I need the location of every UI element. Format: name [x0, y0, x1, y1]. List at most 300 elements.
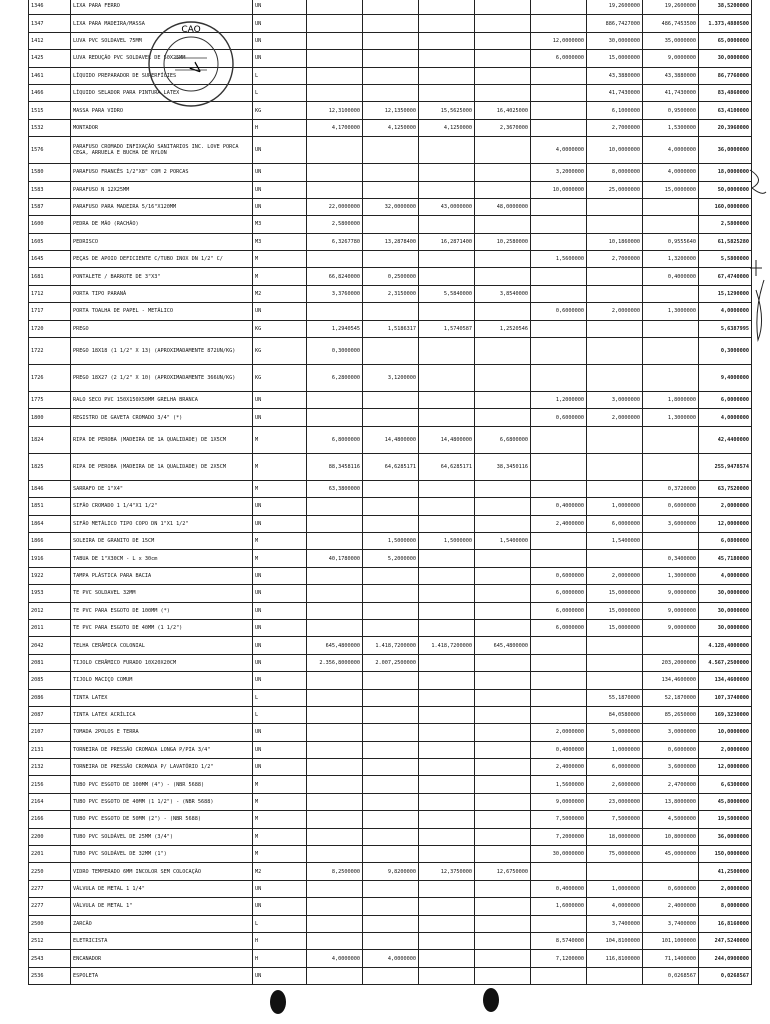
qty-col-5: 0,6000000 — [531, 567, 587, 584]
qty-col-2: 64,6285171 — [363, 453, 419, 480]
qty-col-4 — [475, 828, 531, 845]
item-unit: M2 — [253, 863, 307, 880]
qty-col-3 — [419, 689, 475, 706]
item-code: 1851 — [29, 498, 71, 515]
item-code: 1916 — [29, 550, 71, 567]
qty-col-2 — [363, 846, 419, 863]
item-unit: M — [253, 828, 307, 845]
qty-col-3 — [419, 898, 475, 915]
qty-col-3 — [419, 498, 475, 515]
item-description: ZARCÃO — [71, 915, 253, 932]
qty-col-4: 16,4025000 — [475, 102, 531, 119]
item-unit: UN — [253, 32, 307, 49]
item-total: 255,9478574 — [699, 453, 752, 480]
qty-col-3 — [419, 602, 475, 619]
qty-col-7 — [643, 198, 699, 215]
qty-col-6: 2,7000000 — [587, 119, 643, 136]
item-total: 50,0000000 — [699, 181, 752, 198]
qty-col-1: 6,2800000 — [307, 365, 363, 392]
qty-col-2 — [363, 585, 419, 602]
item-unit: UN — [253, 515, 307, 532]
qty-col-4 — [475, 759, 531, 776]
qty-col-6: 15,0000000 — [587, 50, 643, 67]
qty-col-5: 6,0000000 — [531, 619, 587, 636]
table-row — [29, 84, 752, 101]
item-code: 1600 — [29, 216, 71, 233]
item-total: 244,0900000 — [699, 950, 752, 967]
materials-table — [28, 0, 752, 985]
qty-col-4 — [475, 550, 531, 567]
qty-col-6: 8,0000000 — [587, 164, 643, 181]
qty-col-6 — [587, 654, 643, 671]
qty-col-1 — [307, 303, 363, 320]
qty-col-5: 6,0000000 — [531, 50, 587, 67]
qty-col-6 — [587, 268, 643, 285]
qty-col-3 — [419, 759, 475, 776]
table-row — [29, 619, 752, 636]
qty-col-3 — [419, 32, 475, 49]
item-code: 2042 — [29, 637, 71, 654]
table-row — [29, 759, 752, 776]
qty-col-4 — [475, 950, 531, 967]
item-code: 2087 — [29, 706, 71, 723]
item-unit: UN — [253, 392, 307, 409]
item-total: 36,0000000 — [699, 137, 752, 164]
table-row — [29, 285, 752, 302]
qty-col-5: 2,0000000 — [531, 724, 587, 741]
item-total: 63,7520000 — [699, 480, 752, 497]
table-row — [29, 102, 752, 119]
qty-col-1 — [307, 532, 363, 549]
qty-col-4: 6,6800000 — [475, 426, 531, 453]
qty-col-7 — [643, 863, 699, 880]
qty-col-7: 3,0000000 — [643, 724, 699, 741]
qty-col-2 — [363, 15, 419, 32]
table-row — [29, 811, 752, 828]
table-row — [29, 741, 752, 758]
qty-col-4 — [475, 585, 531, 602]
qty-col-1 — [307, 689, 363, 706]
qty-col-1 — [307, 137, 363, 164]
table-row — [29, 480, 752, 497]
table-row — [29, 932, 752, 949]
item-code: 1515 — [29, 102, 71, 119]
item-total: 150,0000000 — [699, 846, 752, 863]
ink-blot — [270, 990, 286, 1014]
qty-col-3 — [419, 84, 475, 101]
qty-col-5 — [531, 689, 587, 706]
qty-col-1 — [307, 498, 363, 515]
table-row — [29, 453, 752, 480]
item-code: 2512 — [29, 932, 71, 949]
qty-col-7: 0,6000000 — [643, 498, 699, 515]
table-row — [29, 654, 752, 671]
qty-col-7 — [643, 426, 699, 453]
qty-col-1 — [307, 672, 363, 689]
qty-col-2 — [363, 84, 419, 101]
item-code: 1866 — [29, 532, 71, 549]
qty-col-5 — [531, 426, 587, 453]
qty-col-6: 15,0000000 — [587, 585, 643, 602]
item-total: 5,6387995 — [699, 320, 752, 337]
item-total: 6,6300000 — [699, 776, 752, 793]
qty-col-6: 4,0000000 — [587, 898, 643, 915]
item-code: 1922 — [29, 567, 71, 584]
qty-col-4 — [475, 338, 531, 365]
qty-col-4 — [475, 480, 531, 497]
qty-col-3 — [419, 585, 475, 602]
qty-col-5 — [531, 285, 587, 302]
qty-col-6: 3,0000000 — [587, 392, 643, 409]
qty-col-1 — [307, 567, 363, 584]
qty-col-7 — [643, 365, 699, 392]
item-description: LÍQUIDO SELADOR PARA PINTURA LATEX — [71, 84, 253, 101]
qty-col-5: 1,2000000 — [531, 392, 587, 409]
qty-col-7: 0,6000000 — [643, 741, 699, 758]
item-unit: M3 — [253, 233, 307, 250]
item-unit: UN — [253, 137, 307, 164]
item-code: 1722 — [29, 338, 71, 365]
qty-col-6: 23,0000000 — [587, 793, 643, 810]
qty-col-7: 3,7400000 — [643, 915, 699, 932]
qty-col-7: 15,0000000 — [643, 181, 699, 198]
qty-col-2 — [363, 181, 419, 198]
qty-col-1: 22,0000000 — [307, 198, 363, 215]
qty-col-2 — [363, 303, 419, 320]
qty-col-5 — [531, 102, 587, 119]
qty-col-2 — [363, 706, 419, 723]
qty-col-2 — [363, 759, 419, 776]
qty-col-7: 101,1000000 — [643, 932, 699, 949]
item-description: LIXA PARA FERRO — [71, 0, 253, 15]
qty-col-5: 0,4000000 — [531, 741, 587, 758]
qty-col-3 — [419, 619, 475, 636]
qty-col-6: 2,0000000 — [587, 303, 643, 320]
item-description: RIPA DE PEROBA (MADEIRA DE 1A QUALIDADE) DE 2X5CM — [71, 453, 253, 480]
qty-col-1 — [307, 67, 363, 84]
qty-col-6 — [587, 198, 643, 215]
qty-col-4: 3,8540000 — [475, 285, 531, 302]
item-total: 160,0000000 — [699, 198, 752, 215]
qty-col-3 — [419, 967, 475, 984]
qty-col-5 — [531, 915, 587, 932]
table-row — [29, 198, 752, 215]
qty-col-7: 19,2600000 — [643, 0, 699, 15]
qty-col-4 — [475, 654, 531, 671]
qty-col-2 — [363, 672, 419, 689]
qty-col-6: 6,0000000 — [587, 515, 643, 532]
qty-col-2 — [363, 967, 419, 984]
item-code: 2131 — [29, 741, 71, 758]
qty-col-4: 12,6750000 — [475, 863, 531, 880]
qty-col-2: 12,1350000 — [363, 102, 419, 119]
item-code: 2081 — [29, 654, 71, 671]
qty-col-2: 14,4800000 — [363, 426, 419, 453]
qty-col-1 — [307, 0, 363, 15]
qty-col-2: 2,3150000 — [363, 285, 419, 302]
item-description: SIFÃO METÁLICO TIPO COPO DN 1"X1 1/2" — [71, 515, 253, 532]
qty-col-5: 2,4000000 — [531, 759, 587, 776]
table-row — [29, 216, 752, 233]
qty-col-1 — [307, 898, 363, 915]
qty-col-1 — [307, 602, 363, 619]
table-row — [29, 793, 752, 810]
qty-col-6 — [587, 480, 643, 497]
qty-col-6 — [587, 453, 643, 480]
qty-col-7: 2,4700000 — [643, 776, 699, 793]
qty-col-5 — [531, 198, 587, 215]
item-unit: M — [253, 846, 307, 863]
qty-col-1 — [307, 50, 363, 67]
qty-col-1 — [307, 741, 363, 758]
qty-col-1: 6,3267780 — [307, 233, 363, 250]
qty-col-4 — [475, 672, 531, 689]
item-unit: KG — [253, 338, 307, 365]
qty-col-4 — [475, 915, 531, 932]
item-code: 2536 — [29, 967, 71, 984]
item-description: SARRAFO DE 1"X4" — [71, 480, 253, 497]
qty-col-5: 1,5600000 — [531, 251, 587, 268]
qty-col-3: 16,2871400 — [419, 233, 475, 250]
item-total: 18,0000000 — [699, 164, 752, 181]
qty-col-7: 1,3200000 — [643, 251, 699, 268]
table-row — [29, 338, 752, 365]
qty-col-1: 12,3100000 — [307, 102, 363, 119]
table-row — [29, 365, 752, 392]
item-total: 4,0000000 — [699, 303, 752, 320]
item-unit: UN — [253, 619, 307, 636]
qty-col-7: 4,0000000 — [643, 137, 699, 164]
qty-col-5: 0,6000000 — [531, 303, 587, 320]
qty-col-4 — [475, 251, 531, 268]
item-description: PREGO — [71, 320, 253, 337]
qty-col-5: 12,0000000 — [531, 32, 587, 49]
qty-col-6: 3,7400000 — [587, 915, 643, 932]
item-description: TINTA LATEX ACRÍLICA — [71, 706, 253, 723]
qty-col-3 — [419, 480, 475, 497]
qty-col-6: 2,0000000 — [587, 409, 643, 426]
qty-col-5: 0,4000000 — [531, 880, 587, 897]
table-row — [29, 409, 752, 426]
table-row — [29, 776, 752, 793]
qty-col-4: 645,4800000 — [475, 637, 531, 654]
item-description: TE PVC PARA ESGOTO DE 40MM (1 1/2") — [71, 619, 253, 636]
qty-col-4 — [475, 880, 531, 897]
table-row — [29, 602, 752, 619]
qty-col-3 — [419, 0, 475, 15]
qty-col-2 — [363, 0, 419, 15]
qty-col-6: 25,0000000 — [587, 181, 643, 198]
item-description: LUVA PVC SOLDAVEL 75MM — [71, 32, 253, 49]
qty-col-7: 1,5300000 — [643, 119, 699, 136]
qty-col-2 — [363, 50, 419, 67]
qty-col-4 — [475, 0, 531, 15]
qty-col-2: 1,5186317 — [363, 320, 419, 337]
qty-col-6: 116,8100000 — [587, 950, 643, 967]
qty-col-3 — [419, 181, 475, 198]
qty-col-1: 6,8000000 — [307, 426, 363, 453]
qty-col-1 — [307, 759, 363, 776]
item-description: PREGO 18X27 (2 1/2" X 10) (APROXIMADAMENTE 366UN/KG) — [71, 365, 253, 392]
qty-col-1 — [307, 181, 363, 198]
qty-col-7: 10,8000000 — [643, 828, 699, 845]
qty-col-4: 48,0000000 — [475, 198, 531, 215]
item-total: 2,5800000 — [699, 216, 752, 233]
qty-col-4 — [475, 365, 531, 392]
qty-col-3 — [419, 915, 475, 932]
qty-col-1 — [307, 251, 363, 268]
item-code: 1645 — [29, 251, 71, 268]
table-row — [29, 637, 752, 654]
qty-col-6: 2,0000000 — [587, 567, 643, 584]
item-total: 42,4400000 — [699, 426, 752, 453]
item-unit: M3 — [253, 216, 307, 233]
qty-col-3: 1,5000000 — [419, 532, 475, 549]
item-unit: UN — [253, 0, 307, 15]
qty-col-5 — [531, 637, 587, 654]
qty-col-4 — [475, 741, 531, 758]
item-code: 1576 — [29, 137, 71, 164]
item-unit: UN — [253, 198, 307, 215]
qty-col-6: 886,7427000 — [587, 15, 643, 32]
qty-col-1 — [307, 32, 363, 49]
qty-col-3 — [419, 409, 475, 426]
qty-col-3 — [419, 268, 475, 285]
item-total: 86,7760000 — [699, 67, 752, 84]
qty-col-5: 30,0000000 — [531, 846, 587, 863]
item-total: 9,4000000 — [699, 365, 752, 392]
item-total: 4.128,4000000 — [699, 637, 752, 654]
qty-col-2 — [363, 828, 419, 845]
qty-col-7: 13,8000000 — [643, 793, 699, 810]
item-code: 1864 — [29, 515, 71, 532]
qty-col-7: 134,4600000 — [643, 672, 699, 689]
qty-col-5 — [531, 119, 587, 136]
qty-col-4 — [475, 567, 531, 584]
qty-col-7: 52,1870000 — [643, 689, 699, 706]
table-row — [29, 550, 752, 567]
item-unit: M — [253, 268, 307, 285]
item-code: 1412 — [29, 32, 71, 49]
item-description: TORNEIRA DE PRESSÃO CROMADA LONGA P/PIA 3/4" — [71, 741, 253, 758]
item-unit: UN — [253, 15, 307, 32]
item-code: 1720 — [29, 320, 71, 337]
qty-col-6 — [587, 216, 643, 233]
table-row — [29, 898, 752, 915]
qty-col-6: 5,0000000 — [587, 724, 643, 741]
qty-col-1 — [307, 15, 363, 32]
qty-col-5 — [531, 550, 587, 567]
qty-col-1: 88,3458116 — [307, 453, 363, 480]
qty-col-7 — [643, 637, 699, 654]
item-code: 2107 — [29, 724, 71, 741]
item-description: TE PVC SOLDAVEL 32MM — [71, 585, 253, 602]
qty-col-3 — [419, 846, 475, 863]
qty-col-3 — [419, 724, 475, 741]
item-total: 2,0000000 — [699, 880, 752, 897]
item-unit: UN — [253, 724, 307, 741]
qty-col-7: 0,9555640 — [643, 233, 699, 250]
qty-col-5 — [531, 863, 587, 880]
qty-col-2 — [363, 689, 419, 706]
item-code: 2012 — [29, 602, 71, 619]
item-unit: UN — [253, 898, 307, 915]
qty-col-2 — [363, 741, 419, 758]
qty-col-5: 6,0000000 — [531, 585, 587, 602]
qty-col-1: 2.356,8000000 — [307, 654, 363, 671]
qty-col-4 — [475, 15, 531, 32]
qty-col-4 — [475, 793, 531, 810]
qty-col-4 — [475, 392, 531, 409]
qty-col-3 — [419, 216, 475, 233]
table-row — [29, 50, 752, 67]
table-row — [29, 689, 752, 706]
table-row — [29, 828, 752, 845]
item-unit: UN — [253, 567, 307, 584]
qty-col-3 — [419, 67, 475, 84]
qty-col-7: 3,6000000 — [643, 759, 699, 776]
qty-col-2: 9,8200000 — [363, 863, 419, 880]
item-description: ELETRICISTA — [71, 932, 253, 949]
item-description: TUBO PVC ESGOTO DE 50MM (2") - (NBR 5688) — [71, 811, 253, 828]
qty-col-5 — [531, 480, 587, 497]
qty-col-5: 2,4000000 — [531, 515, 587, 532]
qty-col-2: 1.418,7200000 — [363, 637, 419, 654]
qty-col-1 — [307, 164, 363, 181]
item-description: TORNEIRA DE PRESSÃO CROMADA P/ LAVATÓRIO 1/2" — [71, 759, 253, 776]
item-description: VÁLVULA DE METAL 1 1/4" — [71, 880, 253, 897]
table-row — [29, 32, 752, 49]
item-code: 2085 — [29, 672, 71, 689]
qty-col-6: 18,0000000 — [587, 828, 643, 845]
item-description: PARAFUSO CROMADO INFIXAÇÃO SANITARIOS INC. LOVE PORCA CEGA, ARRUELA E BUCHA DE NYLON — [71, 137, 253, 164]
qty-col-2 — [363, 793, 419, 810]
item-total: 4,0000000 — [699, 409, 752, 426]
item-unit: M2 — [253, 285, 307, 302]
item-total: 83,4860000 — [699, 84, 752, 101]
item-total: 8,0000000 — [699, 898, 752, 915]
qty-col-7: 0,4000000 — [643, 268, 699, 285]
item-code: 1425 — [29, 50, 71, 67]
item-code: 1800 — [29, 409, 71, 426]
qty-col-5: 7,2000000 — [531, 828, 587, 845]
table-row — [29, 67, 752, 84]
item-unit: M — [253, 480, 307, 497]
item-unit: UN — [253, 741, 307, 758]
item-total: 2,0000000 — [699, 741, 752, 758]
item-description: TE PVC PARA ESGOTO DE 100MM (*) — [71, 602, 253, 619]
item-description: PEDRISCO — [71, 233, 253, 250]
qty-col-2 — [363, 724, 419, 741]
qty-col-1: 645,4800000 — [307, 637, 363, 654]
ink-blot — [483, 988, 499, 1012]
qty-col-6 — [587, 426, 643, 453]
item-description: TELHA CERÂMICA COLONIAL — [71, 637, 253, 654]
item-description: TUBO PVC ESGOTO DE 40MM (1 1/2") - (NBR 5688) — [71, 793, 253, 810]
qty-col-2 — [363, 602, 419, 619]
item-description: PARAFUSO FRANCÊS 1/2"X8" COM 2 PORCAS — [71, 164, 253, 181]
qty-col-4: 1,2520546 — [475, 320, 531, 337]
qty-col-6 — [587, 637, 643, 654]
qty-col-3: 1.418,7200000 — [419, 637, 475, 654]
item-unit: M — [253, 453, 307, 480]
item-description: MASSA PARA VIDRO — [71, 102, 253, 119]
qty-col-5: 0,6000000 — [531, 409, 587, 426]
qty-col-4 — [475, 706, 531, 723]
qty-col-1 — [307, 84, 363, 101]
qty-col-5 — [531, 233, 587, 250]
qty-col-2: 2.007,2500000 — [363, 654, 419, 671]
